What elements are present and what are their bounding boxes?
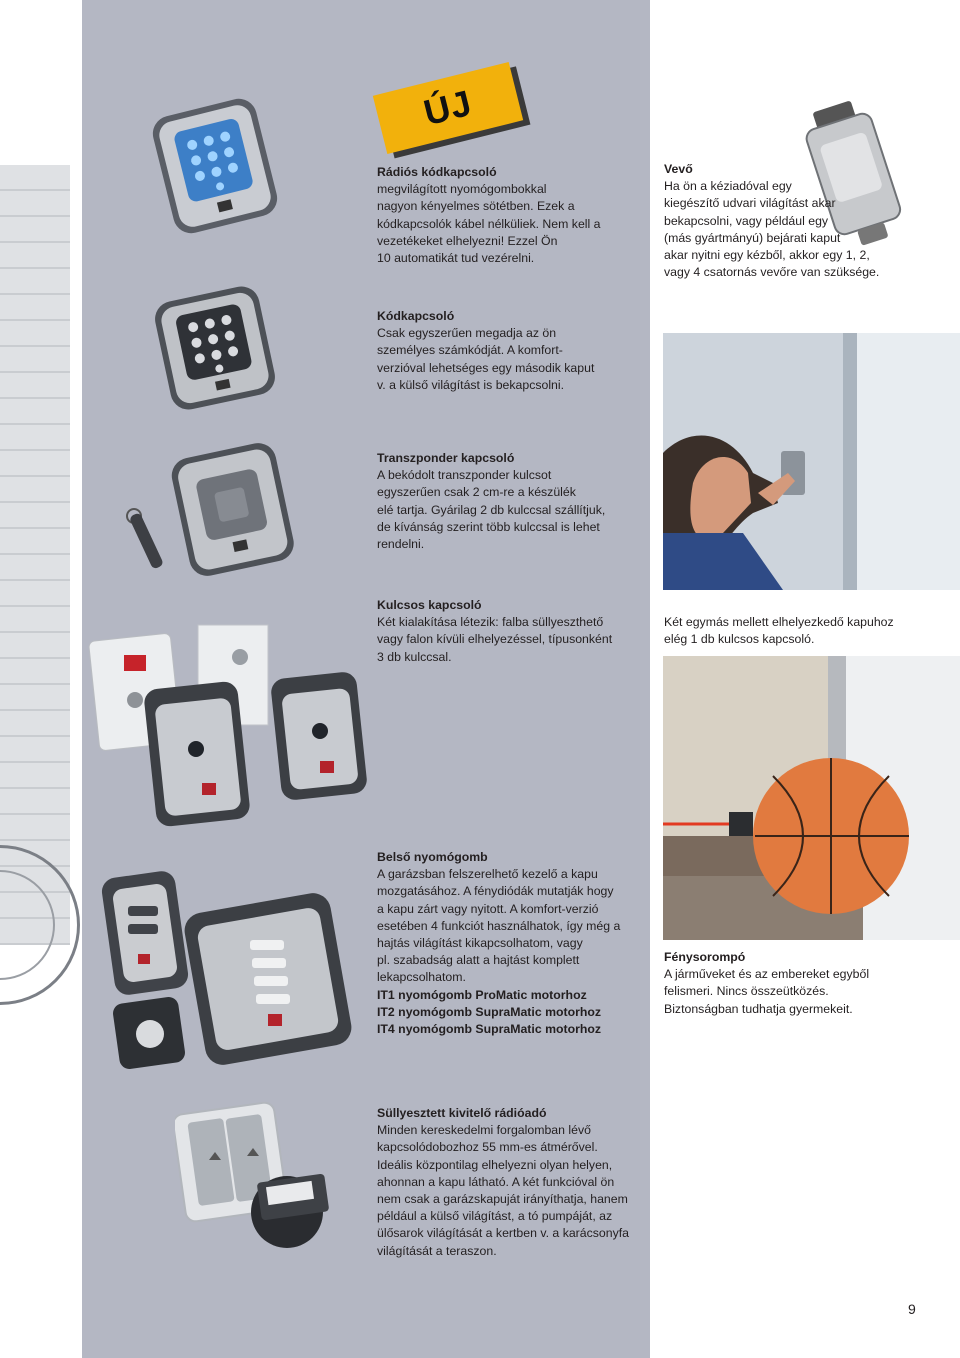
photocell-title: Fénysorompó [664, 950, 746, 964]
transponder-title: Transzponder kapcsoló [377, 451, 515, 465]
receiver-text [664, 161, 879, 281]
inner-button-text [377, 849, 620, 1038]
code-switch-image [150, 283, 280, 413]
two-doors-text [664, 614, 894, 648]
flush-receiver-line: Ideális központilag elhelyezni olyan helyen, [377, 1157, 613, 1172]
flush-receiver-line: kapcsolódobozhoz 55 mm-es átmérővel. [377, 1140, 598, 1155]
key-switch-text [377, 597, 612, 666]
code-switch-line: v. a külső világítást is bekapcsolni. [377, 377, 565, 392]
radio-keypad-line: megvilágított nyomógombokkal [377, 182, 547, 197]
code-switch-text [377, 308, 594, 394]
receiver-line: kiegészítő udvari világítást akar [664, 196, 836, 211]
key-switch-line: 3 db kulccsal. [377, 649, 452, 664]
radio-keypad-text [377, 164, 601, 267]
key-switch-image [88, 615, 368, 830]
radio-keypad-line: nagyon kényelmes sötétben. Ezek a [377, 199, 575, 214]
page-number: 9 [908, 1301, 916, 1317]
receiver-line: (más gyártmányú) bejárati kaput [664, 230, 841, 245]
flush-receiver-line: ahonnan a kapu látható. A két funkcióval ön [377, 1174, 615, 1189]
two-doors-line: Két egymás mellett elhelyezkedő kapuhoz [664, 615, 894, 629]
code-switch-line: személyes számkódját. A komfort- [377, 343, 563, 358]
receiver-line: akar nyitni egy kézből, akkor egy 1, 2, [664, 248, 870, 263]
inner-button-title: Belső nyomógomb [377, 850, 488, 864]
flush-receiver-image [175, 1100, 350, 1250]
transponder-line: elé tartja. Gyárilag 2 db kulccsal szállítjuk, [377, 502, 606, 517]
flush-receiver-text [377, 1105, 629, 1260]
receiver-line: vagy 4 csatornás vevőre van szüksége. [664, 265, 880, 280]
receiver-line: bekapcsolni, vagy például egy [664, 213, 829, 228]
inner-button-model-line: IT1 nyomógomb ProMatic motorhoz [377, 987, 587, 1002]
radio-keypad-line: kódkapcsolók kábel nélküliek. Nem kell a [377, 216, 601, 231]
code-switch-line: Csak egyszerűen megadja az ön [377, 326, 557, 341]
transponder-switch-image [120, 440, 300, 580]
inner-button-line: mozgatásához. A fénydiódák mutatják hogy [377, 884, 614, 899]
inner-button-image [100, 862, 380, 1077]
flush-receiver-line: világítását a teraszon. [377, 1243, 497, 1258]
flush-receiver-title: Süllyesztett kivitelő rádióadó [377, 1106, 547, 1120]
receiver-title: Vevő [664, 162, 693, 176]
photo-person-keypad [663, 333, 960, 590]
inner-button-line: hajtás világítást kikapcsolhatom, vagy [377, 936, 583, 951]
inner-button-line: a kapu zárt vagy nyitott. A komfort-verzió [377, 901, 599, 916]
photo-ball-photocell [663, 656, 960, 940]
inner-button-line: pl. szabadság alatt a hajtást komplett [377, 953, 580, 968]
flush-receiver-line: Minden kereskedelmi forgalomban lévő [377, 1123, 591, 1138]
radio-keypad-line: vezetékeket elhelyezni! Ezzel Ön [377, 233, 558, 248]
transponder-line: egyszerűen csak 2 cm-re a készülék [377, 485, 576, 500]
photocell-line: A járműveket és az embereket egyből [664, 967, 870, 982]
two-doors-line: elég 1 db kulcsos kapcsoló. [664, 632, 815, 647]
key-switch-line: Két kialakítása létezik: falba süllyeszthető [377, 615, 604, 630]
inner-button-model-line: IT4 nyomógomb SupraMatic motorhoz [377, 1022, 602, 1037]
transponder-line: de kívánság szerint több kulccsal is lehet [377, 519, 600, 534]
flush-receiver-line: például a külső világítást, a tó pumpáját, az [377, 1209, 613, 1224]
transponder-line: A bekódolt transzponder kulcsot [377, 468, 552, 483]
inner-button-model-line: IT2 nyomógomb SupraMatic motorhoz [377, 1004, 602, 1019]
garage-door-photo-strip [0, 165, 70, 945]
inner-button-line: lekapcsolhatom. [377, 970, 466, 985]
receiver-line: Ha ön a kéziadóval egy [664, 179, 792, 194]
transponder-line: rendelni. [377, 537, 425, 552]
inner-button-line: A garázsban felszerelhető kezelő a kapu [377, 867, 598, 882]
radio-keypad-title: Rádiós kódkapcsoló [377, 165, 497, 179]
new-badge-label: ÚJ [419, 81, 477, 134]
code-switch-title: Kódkapcsoló [377, 309, 455, 323]
photocell-line: Biztonságban tudhatja gyermekeit. [664, 1001, 853, 1016]
photocell-text [664, 949, 869, 1018]
radio-keypad-image [150, 96, 280, 236]
photocell-line: felismeri. Nincs összeütközés. [664, 984, 829, 999]
key-switch-title: Kulcsos kapcsoló [377, 598, 482, 612]
inner-button-line: esetében 4 funkciót használhatok, így még a [377, 918, 621, 933]
flush-receiver-line: ülősarok világítását a kertben v. a karácsonyfa [377, 1226, 629, 1241]
key-switch-line: vagy falon kívüli elhelyezéssel, típusonként [377, 632, 613, 647]
radio-keypad-line: 10 automatikát tud vezérelni. [377, 251, 535, 266]
code-switch-line: verzióval lehetséges egy második kaput [377, 360, 595, 375]
transponder-text [377, 450, 605, 553]
flush-receiver-line: nem csak a garázskapuját irányíthatja, hanem [377, 1192, 628, 1207]
